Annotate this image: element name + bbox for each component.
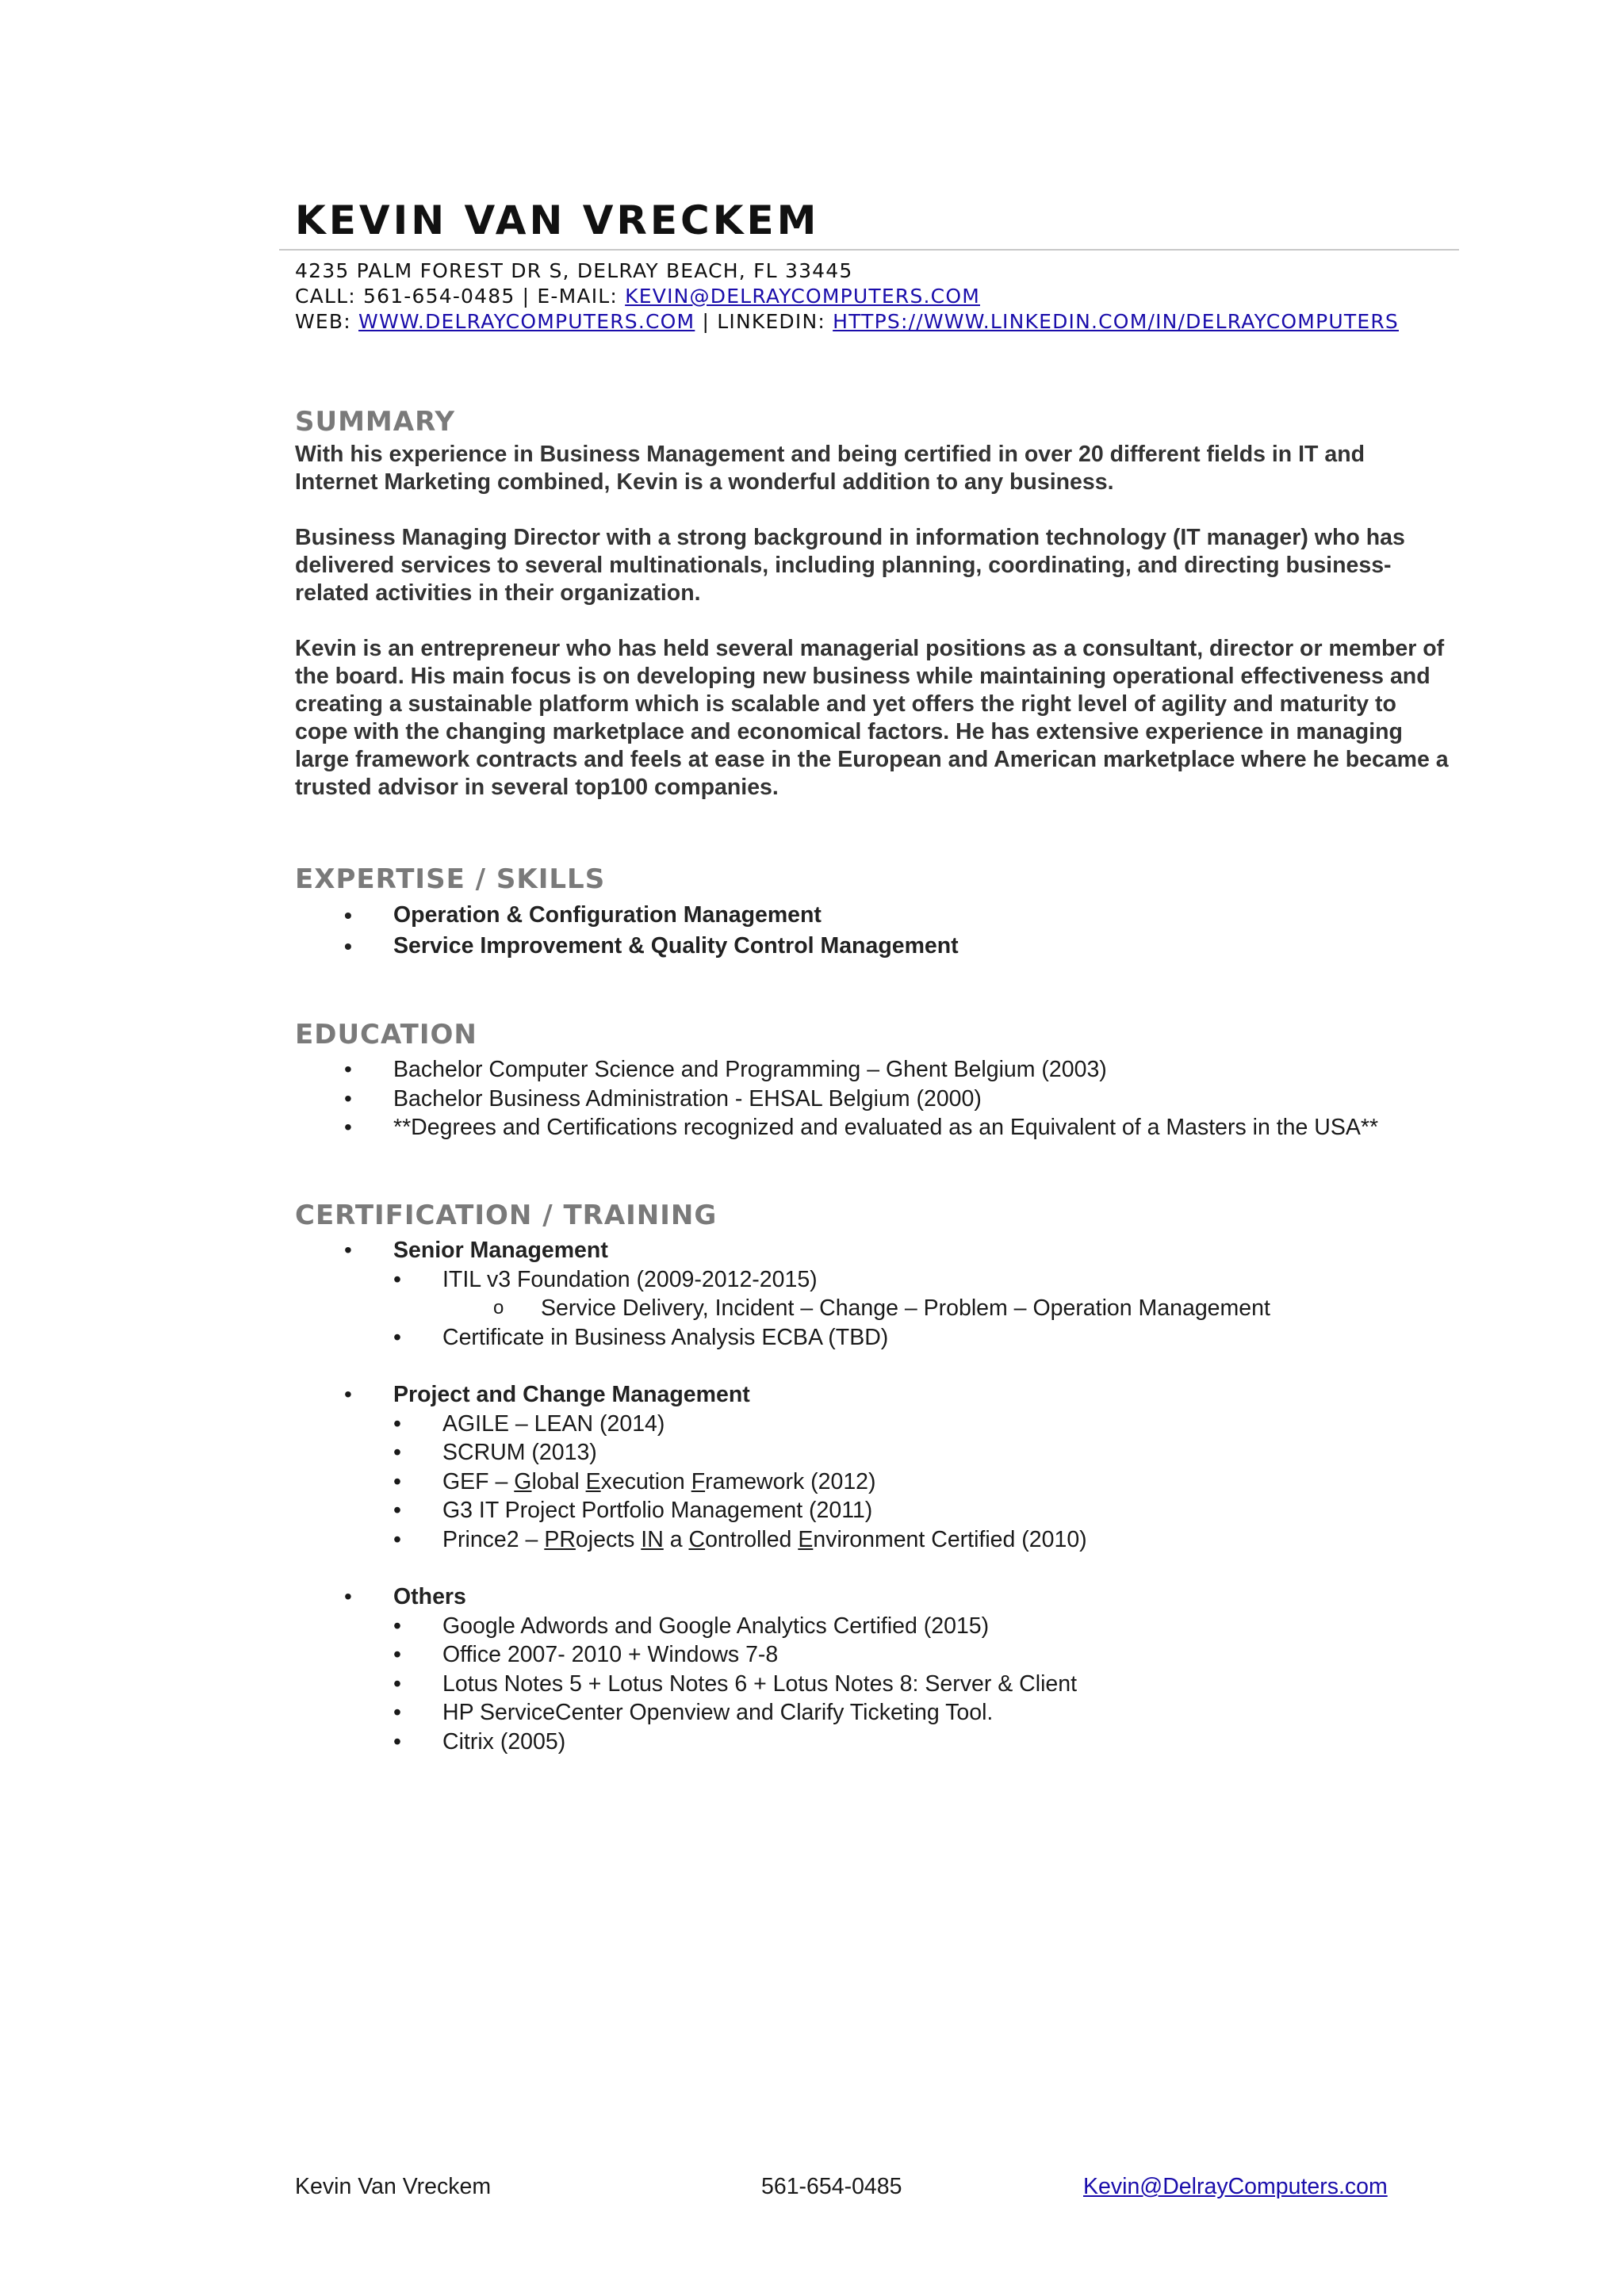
summary-section — [295, 404, 1453, 829]
project-list — [393, 1410, 1453, 1555]
list-item: • AGILE – LEAN (2014) — [393, 1410, 1453, 1439]
prince-text: ojects — [575, 1526, 642, 1552]
skills-list — [295, 900, 1453, 962]
certification-section — [295, 1198, 1453, 1756]
web-linkedin-line — [295, 309, 1469, 335]
list-item — [393, 1265, 1453, 1323]
address-line: 4235 PALM FOREST DR S, DELRAY BEACH, FL 33445 — [295, 259, 853, 282]
website-link[interactable]: WWW.DELRAYCOMPUTERS.COM — [358, 310, 695, 333]
cert-category-senior — [295, 1236, 1453, 1352]
others-list — [393, 1612, 1453, 1757]
resume-name: KEVIN VAN VRECKEM — [295, 197, 820, 243]
summary-paragraph-1: With his experience in Business Management and being certified in over 20 different fields in IT and Internet Marketing combined, Kevin is a wonderful addition to any business. — [295, 442, 1365, 495]
list-item — [393, 1468, 1453, 1497]
phone-number: 561-654-0485 — [362, 285, 515, 308]
prince-text: a — [663, 1526, 689, 1552]
footer-phone: 561-654-0485 — [761, 2174, 902, 2199]
linkedin-separator: | LINKEDIN: — [695, 310, 833, 333]
gef-text: GEF – — [442, 1468, 515, 1494]
linkedin-link[interactable]: HTTPS://WWW.LINKEDIN.COM/IN/DELRAYCOMPUTERS — [833, 310, 1399, 333]
cert-category-label: • Project and Change Management — [393, 1382, 750, 1407]
gef-text: xecution — [600, 1468, 691, 1494]
list-item: • Bachelor Computer Science and Programming – Ghent Belgium (2003) — [295, 1055, 1453, 1085]
certification-title: CERTIFICATION / TRAINING — [295, 1200, 718, 1231]
name-divider — [279, 249, 1459, 251]
cert-category-others — [295, 1582, 1453, 1756]
summary-paragraph-2: Business Managing Director with a strong background in information technology (IT manager) who has delivered services to several multinationals, including planning, coordinating, and directing business-related activities in their organization. — [295, 525, 1405, 606]
summary-paragraph-3: Kevin is an entrepreneur who has held several managerial positions as a consultant, director or member of the board. His main focus is on developing new business while maintaining operational effectiveness and creating a sustainable platform which is scalable and yet offers the right level of agility and maturity to cope with the changing marketplace and economical factors. He has extensive experience in managing large framework contracts and feels at ease in the European and American marketplace where he became a trusted advisor in several top100 companies. — [295, 636, 1449, 800]
call-label: CALL: — [295, 285, 363, 308]
skills-section — [295, 862, 1453, 962]
web-label: WEB: — [295, 310, 359, 333]
summary-title: SUMMARY — [295, 406, 456, 438]
list-item: • Office 2007- 2010 + Windows 7-8 — [393, 1640, 1453, 1670]
list-item — [393, 1525, 1453, 1555]
gef-text: ramework (2012) — [705, 1468, 876, 1494]
education-list — [295, 1055, 1453, 1142]
cert-category-project — [295, 1380, 1453, 1554]
itil-sublist — [442, 1294, 1453, 1323]
certification-list — [295, 1236, 1453, 1756]
footer-name: Kevin Van Vreckem — [295, 2174, 492, 2199]
contact-block — [295, 258, 1469, 335]
senior-list — [393, 1265, 1453, 1353]
prince-initial-e: E — [798, 1526, 814, 1552]
gef-initial-f: F — [691, 1468, 706, 1494]
skills-title: EXPERTISE / SKILLS — [295, 863, 606, 895]
gef-initial-e: E — [585, 1468, 601, 1494]
cert-category-label: • Others — [393, 1584, 466, 1609]
list-item: o Service Delivery, Incident – Change – Problem – Operation Management — [442, 1294, 1453, 1323]
gef-text: lobal — [531, 1468, 586, 1494]
call-email-line — [295, 284, 1469, 309]
email-separator: | E-MAIL: — [515, 285, 626, 308]
list-item: • G3 IT Project Portfolio Management (2011) — [393, 1496, 1453, 1525]
education-title: EDUCATION — [295, 1019, 477, 1050]
list-item: • Certificate in Business Analysis ECBA (TBD) — [393, 1323, 1453, 1353]
list-item: • Bachelor Business Administration - EHSAL Belgium (2000) — [295, 1085, 1453, 1114]
footer-email-link[interactable]: Kevin@DelrayComputers.com — [1083, 2174, 1388, 2199]
list-item: • **Degrees and Certifications recognized and evaluated as an Equivalent of a Masters in the USA** — [295, 1113, 1453, 1142]
list-item: • Lotus Notes 5 + Lotus Notes 6 + Lotus Notes 8: Server & Client — [393, 1670, 1453, 1699]
itil-label: ITIL v3 Foundation (2009-2012-2015) — [442, 1266, 818, 1292]
prince-text: nvironment Certified (2010) — [813, 1526, 1087, 1552]
education-section — [295, 1017, 1453, 1142]
list-item: • Google Adwords and Google Analytics Certified (2015) — [393, 1612, 1453, 1641]
prince-text: ontrolled — [705, 1526, 799, 1552]
prince-initial-c: C — [688, 1526, 706, 1552]
prince-initial-pr: PR — [544, 1526, 576, 1552]
email-link[interactable]: KEVIN@DELRAYCOMPUTERS.COM — [625, 285, 980, 308]
cert-category-label: • Senior Management — [393, 1238, 608, 1263]
prince-text: Prince2 – — [442, 1526, 545, 1552]
gef-initial-g: G — [514, 1468, 532, 1494]
prince-initial-in: IN — [641, 1526, 664, 1552]
list-item: • HP ServiceCenter Openview and Clarify Ticketing Tool. — [393, 1698, 1453, 1728]
list-item: • Operation & Configuration Management — [295, 900, 1453, 931]
list-item: • Citrix (2005) — [393, 1728, 1453, 1757]
list-item: • Service Improvement & Quality Control Management — [295, 931, 1453, 962]
list-item: • SCRUM (2013) — [393, 1438, 1453, 1468]
